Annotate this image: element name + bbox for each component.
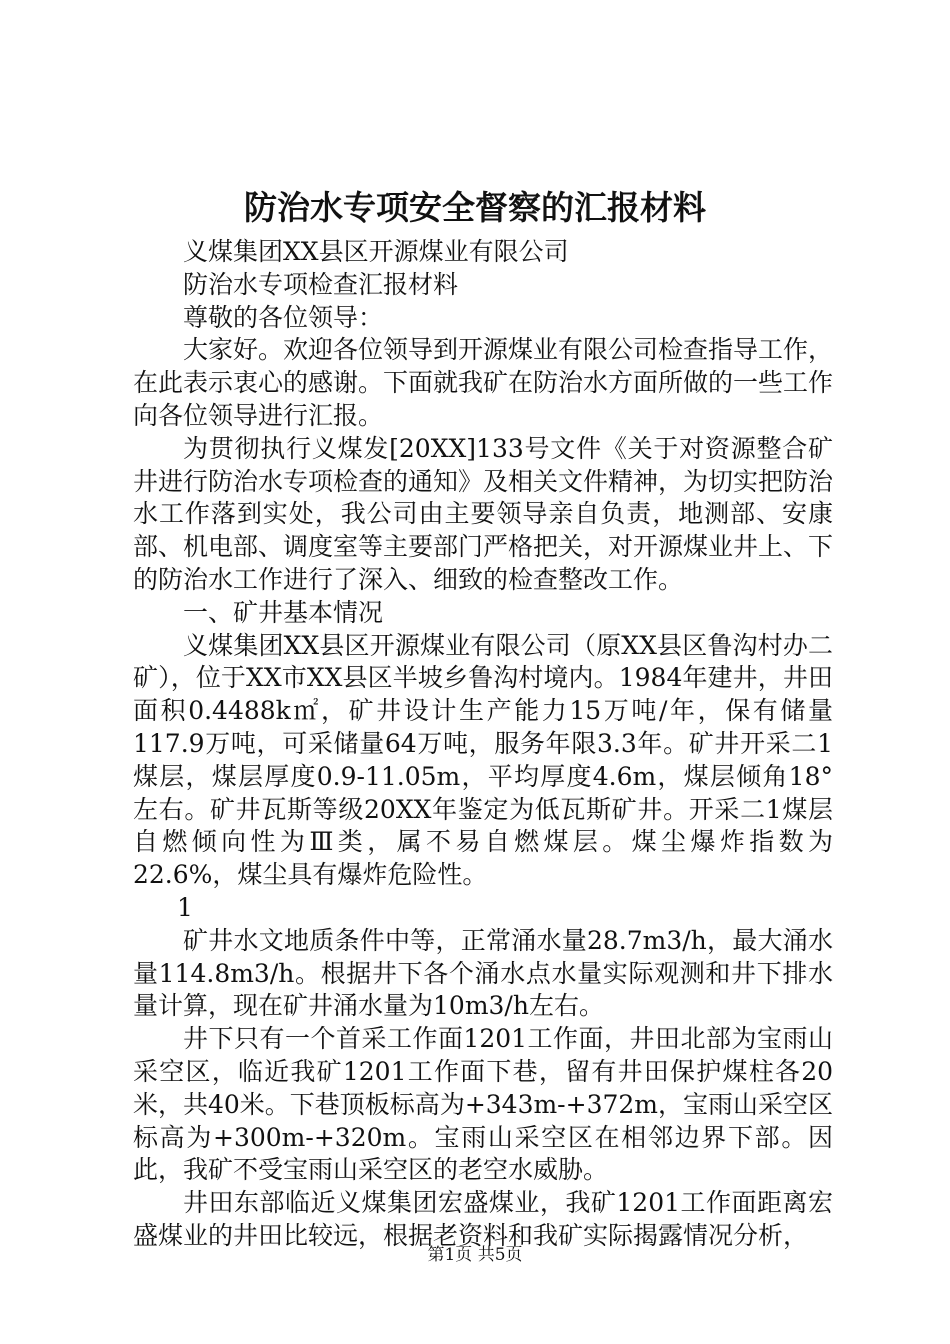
report-subtitle-line: 防治水专项检查汇报材料 — [183, 269, 459, 299]
inline-page-number: 1 — [177, 892, 193, 922]
paragraph-mine-overview: 义煤集团XX县区开源煤业有限公司（原XX县区鲁沟村办二矿），位于XX市XX县区半坡乡鲁沟村境内。1984年建井，井田面积0.4488k㎡，矿井设计生产能力15万吨/年，保有储量117.9万吨，可采储量64万吨，服务年限3.3年。矿井开采二1煤层，煤层厚度0.9-11.05m，平均厚度4.6m，煤层倾角18°左右。矿井瓦斯等级20XX年鉴定为低瓦斯矿井。开采二1煤层自燃倾向性为Ⅲ类，属不易自燃煤层。煤尘爆炸指数为22.6%，煤尘具有爆炸危险性。 — [133, 630, 833, 890]
salutation: 尊敬的各位领导： — [183, 302, 384, 332]
paragraph-working-face: 井下只有一个首采工作面1201工作面，井田北部为宝雨山采空区，临近我矿1201工作面下巷，留有井田保护煤柱各20米，共40米。下巷顶板标高为+343m-+372m，宝雨山采空区标高为+300m-+320m。宝雨山采空区在相邻边界下部。因此，我矿不受宝雨山采空区的老空水威胁。 — [133, 1024, 834, 1185]
company-name-line: 义煤集团XX县区开源煤业有限公司 — [183, 237, 569, 266]
paragraph-east-boundary: 井田东部临近义煤集团宏盛煤业，我矿1201工作面距离宏盛煤业的井田比较远，根据老资料和我矿实际揭露情况分析， — [133, 1188, 833, 1250]
document-title: 防治水专项安全督察的汇报材料 — [244, 188, 706, 227]
section-heading-mine-overview: 一、矿井基本情况 — [183, 597, 384, 627]
paragraph-implementation: 为贯彻执行义煤发[20XX]133号文件《关于对资源整合矿井进行防治水专项检查的通知》及相关文件精神，为切实把防治水工作落到实处，我公司由主要领导亲自负责，地测部、安康部、机电部、调度室等主要部门严格把关，对开源煤业井上、下的防治水工作进行了深入、细致的检查整改工作。 — [133, 433, 834, 594]
document-body — [133, 236, 833, 1253]
paragraph-greeting: 大家好。欢迎各位领导到开源煤业有限公司检查指导工作，在此表示衷心的感谢。下面就我矿在防治水方面所做的一些工作向各位领导进行汇报。 — [133, 335, 834, 430]
page-footer: 第1页 共5页 — [427, 1245, 523, 1265]
paragraph-hydrogeology: 矿井水文地质条件中等，正常涌水量28.7m3/h，最大涌水量114.8m3/h。根据井下各个涌水点水量实际观测和井下排水量计算，现在矿井涌水量为10m3/h左右。 — [133, 925, 833, 1021]
